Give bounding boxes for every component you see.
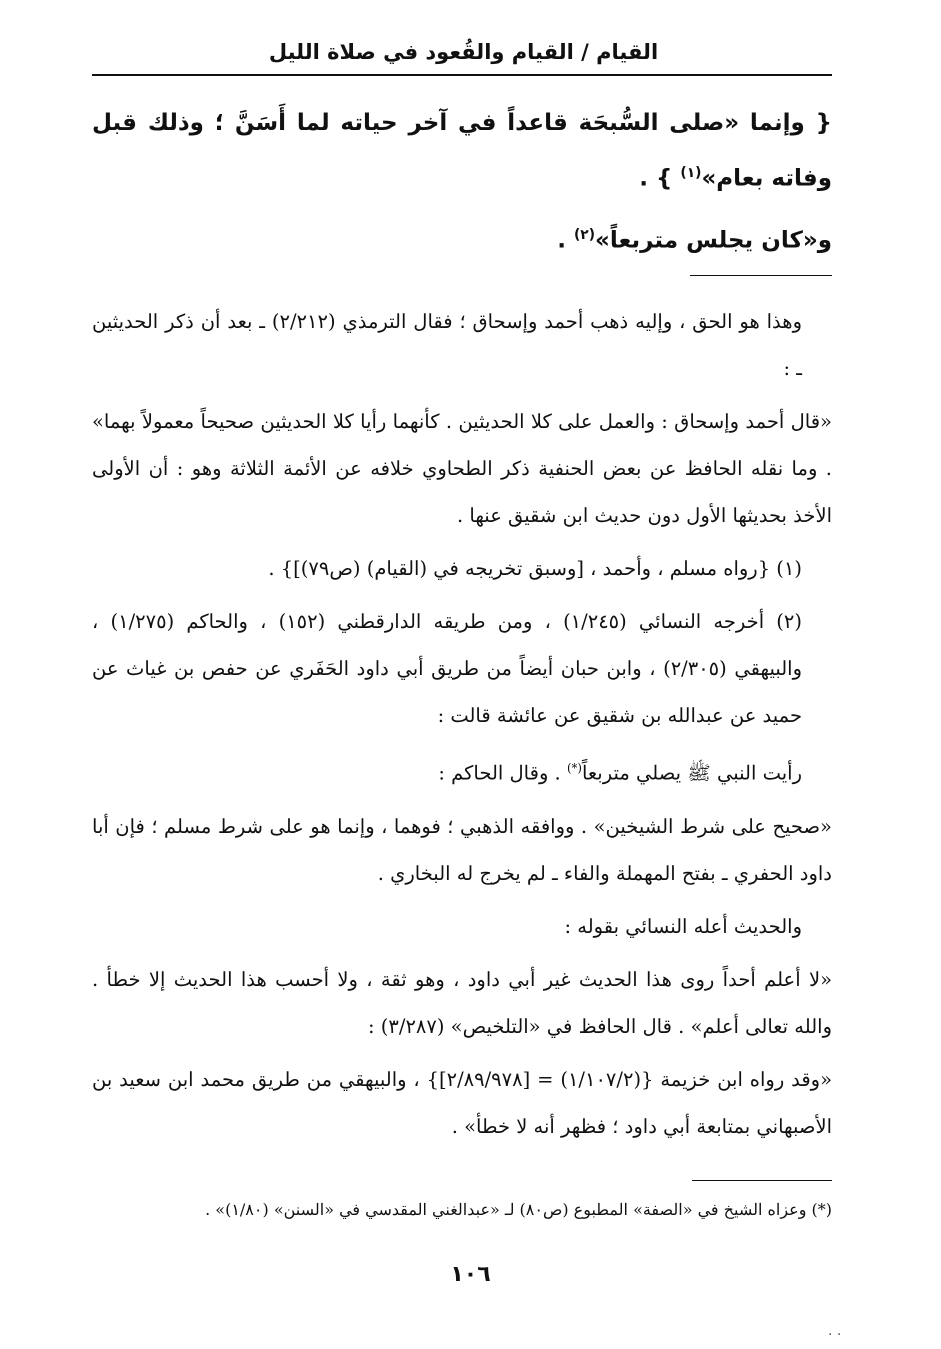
main-text-line-2-end: . bbox=[557, 227, 566, 254]
sub-footnote: (*) وعزاه الشيخ في «الصفة» المطبوع (ص٨٠) لـ «عبدالغني المقدسي في «السنن» (١/٨٠)» . bbox=[205, 1200, 832, 1219]
notes-paragraph-5: «لا أعلم أحداً روى هذا الحديث غير أبي داود ، وهو ثقة ، ولا أحسب هذا الحديث إلا خطأ . والله تعالى أعلم» . قال الحافظ في «التلخيص» (٣/٢٨٧) : bbox=[92, 967, 832, 1038]
notes-paragraph-6: «وقد رواه ابن خزيمة {(١/١٠٧/٢) = [٢/٨٩/٩٧٨]} ، والبيهقي من طريق محمد ابن سعيد بن الأصبهاني بمتابعة أبي داود ؛ فظهر أنه لا خطأ» . bbox=[92, 1067, 833, 1138]
notes-paragraph-4: والحديث أعله النسائي بقوله : bbox=[564, 914, 802, 938]
brace-close: } . bbox=[639, 165, 673, 192]
notes-paragraph-2: «قال أحمد وإسحاق : والعمل على كلا الحديثين . كأنهما رأيا كلا الحديثين صحيحاً معمولاً بهما» . وما نقله الحافظ عن بعض الحنفية ذكر الطحاوي خلافه عن الأئمة الثلاثة وهو : أن الأولى الأخذ بحديثها الأول دون حديث ابن شقيق عنها . bbox=[92, 410, 832, 527]
footnote-ref-2[interactable]: (٢) bbox=[573, 226, 596, 243]
brace-open: { bbox=[815, 110, 832, 136]
main-paragraph-2 bbox=[92, 210, 832, 266]
quote-text: رأيت النبي ﷺ يصلي متربعاً bbox=[581, 761, 802, 785]
notes-section bbox=[92, 298, 832, 1156]
main-text-line-2: و«كان يجلس متربعاً» bbox=[595, 227, 832, 254]
main-paragraph-1 bbox=[92, 98, 832, 204]
header-rule bbox=[92, 74, 832, 76]
asterisk-ref[interactable]: (*) bbox=[566, 761, 582, 775]
notes-paragraph-3: «صحيح على شرط الشيخين» . ووافقه الذهبي ؛ فوهما ، وإنما هو على شرط مسلم ؛ فإن أبا داود الحفري ـ بفتح المهملة والفاء ـ لم يخرج له البخاري . bbox=[92, 814, 832, 885]
corner-mark: . . bbox=[828, 1323, 842, 1339]
quote-line bbox=[92, 745, 832, 797]
footnote-ref-1[interactable]: (١) bbox=[680, 165, 702, 181]
footnote-2: (٢) أخرجه النسائي (١/٢٤٥) ، ومن طريقه الدارقطني (١٥٢) ، والحاكم (١/٢٧٥) ، والبيهقي (٢/٣٠٥) ، وابن حبان أيضاً من طريق أبي داود الحَفَري عن حفص بن غياث عن حميد عن عبدالله بن شقيق عن عائشة قالت : bbox=[92, 610, 803, 727]
notes-paragraph-1: وهذا هو الحق ، وإليه ذهب أحمد وإسحاق ؛ فقال الترمذي (٢/٢١٢) ـ بعد أن ذكر الحديثين ـ : bbox=[92, 310, 802, 380]
running-header: القيام / القيام والقُعود في صلاة الليل bbox=[268, 40, 659, 64]
main-text-line-1: وإنما «صلى السُّبحَة قاعداً في آخر حياته لما أَسَنَّ ؛ وذلك قبل وفاته بعام» bbox=[92, 110, 832, 192]
text-separator-rule bbox=[690, 275, 832, 276]
page-number: ١٠٦ bbox=[450, 1262, 491, 1287]
sub-footnote-rule bbox=[692, 1180, 832, 1181]
main-text bbox=[92, 98, 832, 265]
footnote-1: (١) {رواه مسلم ، وأحمد ، [وسبق تخريجه في (القيام) (ص٧٩)]} . bbox=[268, 557, 802, 580]
quote-continuation: . وقال الحاكم : bbox=[438, 761, 561, 785]
